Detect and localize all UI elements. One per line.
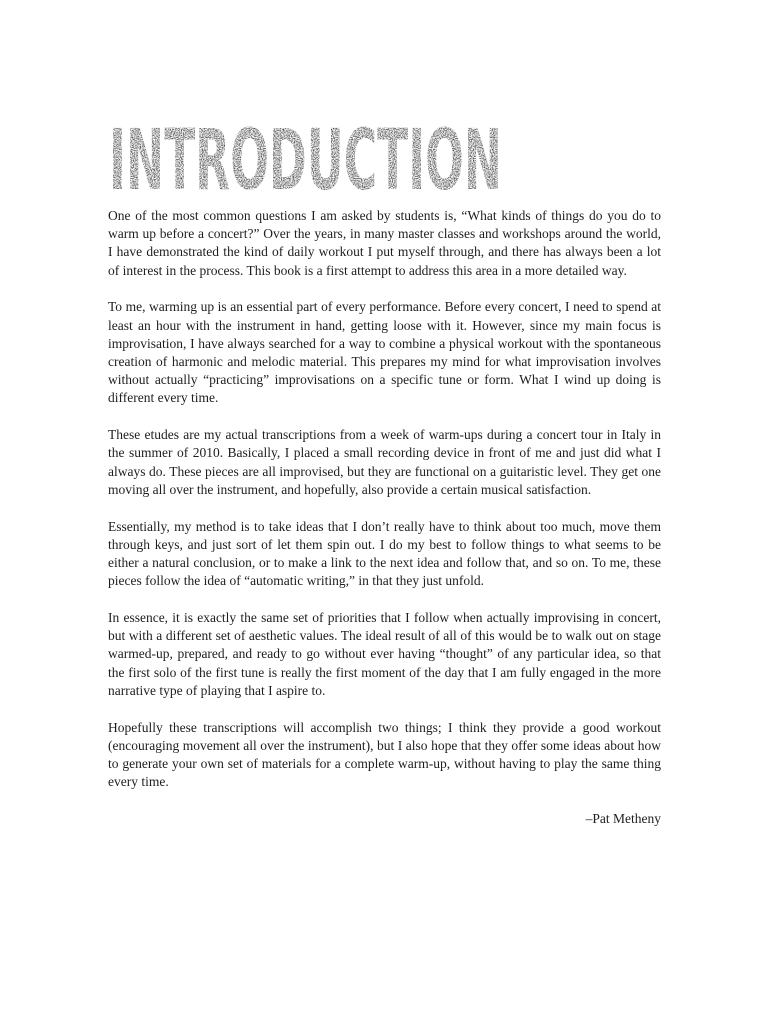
author-signature: –Pat Metheny [585, 811, 661, 827]
introduction-body [108, 207, 661, 828]
paragraph: These etudes are my actual transcriptions from a week of warm-ups during a concert tour in Italy in the summer of 2010. Basically, I placed a small recording device in front of me and just did what I always do. These pieces are all improvised, but they are functional on a guitaristic level. They get one moving all over the instrument, and hopefully, also provide a certain musical satisfaction. [108, 427, 661, 497]
page-title [108, 111, 508, 209]
page-title-text: INTRODUCTION [109, 111, 502, 209]
paragraph: Essentially, my method is to take ideas that I don’t really have to think about too much, move them through keys, and just sort of let them spin out. I do my best to follow things to what seems to be either a natural conclusion, or to make a link to the next idea and follow that, and so on. To me, these pieces follow the idea of “automatic writing,” in that they just unfold. [108, 518, 661, 589]
paragraph: To me, warming up is an essential part of every performance. Before every concert, I need to spend at least an hour with the instrument in hand, getting loose with it. However, since my main focus is improvisation, I have always searched for a way to combine a physical workout with the spontaneous creation of harmonic and melodic material. This prepares my mind for what improvisation involves without actually “practicing” improvisations on a specific tune or form. What I wind up doing is different every time. [108, 299, 661, 406]
paragraph: Hopefully these transcriptions will accomplish two things; I think they provide a good workout (encouraging movement all over the instrument), but I also hope that they offer some ideas about how to generate your own set of materials for a complete warm-up, without having to play the same thing every time. [108, 719, 661, 790]
paragraph: One of the most common questions I am asked by students is, “What kinds of things do you do to warm up before a concert?” Over the years, in many master classes and workshops around the world, I have demonstrated the kind of daily workout I put myself through, and there has always been a lot of interest in the process. This book is a first attempt to address this area in a more detailed way. [108, 208, 661, 278]
paragraph: In essence, it is exactly the same set of priorities that I follow when actually improvising in concert, but with a different set of aesthetic values. The ideal result of all of this would be to walk out on stage warmed-up, prepared, and ready to go without ever having “thought” of any particular idea, so that the first solo of the first tune is really the first moment of the day that I am fully engaged in the more narrative type of playing that I aspire to. [108, 610, 661, 698]
